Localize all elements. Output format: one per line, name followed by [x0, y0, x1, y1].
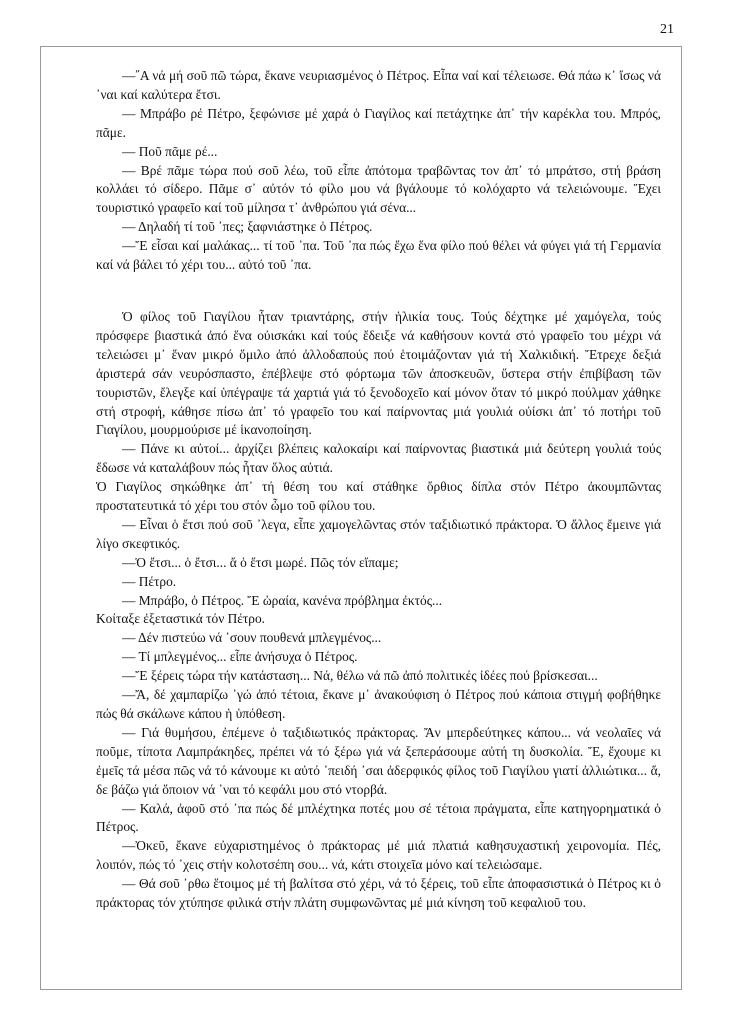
paragraph: — Καλά, ἀφοῦ στό ᾽πα πώς δέ μπλέχτηκα ποτές μου σέ τέτοια πράγματα, εἶπε κατηγορηματικά ὁ Πέτρος. — [96, 800, 661, 835]
paragraph: —Ἔ εἶσαι καί μαλάκας... τί τοῦ ᾽πα. Τοῦ ᾽πα πώς ἔχω ἕνα φίλο πού θέλει νά φύγει γιά τή Γερμανία καί νά βάλει τό χέρι του... αὐτό τοῦ ᾽πα. — [96, 238, 661, 273]
paragraph: — Πάνε κι αὐτοί... ἀρχίζει βλέπεις καλοκαίρι καί παίρνοντας βιαστικά μιά δεύτερη γουλιά τούς ἔδωσε νά καταλάβουν πώς ἦταν ὅλος αὐτιά. — [96, 441, 661, 476]
paragraph: —Ἔ ξέρεις τώρα τήν κατάσταση... Νά, θέλω νά πῶ ἀπό πολιτικές ἰδέες πού βρίσκεσαι... — [122, 668, 598, 684]
paragraph: — Δέν πιστεύω νά ᾽σουν πουθενά μπλεγμένος... — [122, 630, 382, 646]
paragraph: — Γιά θυμήσου, ἐπέμενε ὁ ταξιδιωτικός πράκτορας. Ἄν μπερδεύτηκες κάπου... νά νεολαῖες νά ποῦμε, τίποτα Λαμπράκηδες, πρέπει νά τό ξέρω γιά νά ξεπεράσουμε αὐτή τη δυσκολία. Ἔ, ἔχουμε κι ἐμεῖς τά μέσα πῶς νά τό κάνουμε κι αὐτό ᾽πειδή ᾽σαι ἀδερφικός φίλος τοῦ Γιαγίλου γιατί ἀλλιώτικα... ἄ, δε βάζω γιά ὅποιον νά ᾽ναι τό κεφάλι μου στό ντορβά. — [96, 724, 661, 797]
section-2 — [96, 308, 661, 913]
page-number: 21 — [660, 22, 674, 37]
paragraph: —Ὁ ἔτσι... ὁ ἔτσι... ἄ ὁ ἔτσι μωρέ. Πῶς τόν εἴπαμε; — [122, 554, 399, 570]
paragraph: Κοίταξε ἐξεταστικά τόν Πέτρο. — [96, 611, 265, 627]
paragraph: —Ὀκεῦ, ἔκανε εὐχαριστημένος ὁ πράκτορας μέ μιά πλατιά καθησυχαστική χειρονομία. Πές, λοιπόν, πώς τό ᾽χεις στήν κολοτσέπη σου... νά, κάτι στοιχεῖα μόνο καί τελειώσαμε. — [96, 838, 661, 873]
section-break — [96, 275, 661, 308]
paragraph: — Τί μπλεγμένος... εἶπε ἀνήσυχα ὁ Πέτρος. — [122, 649, 358, 665]
paragraph: — Θά σοῦ ᾽ρθω ἕτοιμος μέ τή βαλίτσα στό χέρι, νά τό ξέρεις, τοῦ εἶπε ἀποφασιστικά ὁ Πέτρος κι ὁ πράκτορας τόν χτύπησε φιλικά στήν πλάτη συμφωνῶντας μέ μιά κίνηση τοῦ κεφαλιοῦ του. — [96, 876, 661, 911]
paragraph: Ὁ φίλος τοῦ Γιαγίλου ἦταν τριαντάρης, στήν ἡλικία τους. Τούς δέχτηκε μέ χαμόγελα, τούς πρόσφερε βιαστικά ἀπό ἕνα οὐισκάκι καί τούς ἔδειξε νά καθήσουν κοντά στό γραφεῖο του μέχρι νά τελειώσει μ᾽ ἕναν μικρό ὅμιλο ἀπό ἀλλοδαπούς πού ἑτοιμάζονταν γιά τή Χαλκιδική. Ἔτρεχε δεξιά ἀριστερά σάν νευρόσπαστο, ἐπέβλεψε στό φόρτωμα τῶν ἀποσκευῶν, ὕστερα στήν ἐπιβίβαση τῶν τουριστῶν, ἔλεγξε καί ὑπέγραψε τά χαρτιά γιά τό ξενοδοχεῖο καί μόνον ὅταν τό μικρό πούλμαν χάθηκε στή στροφή, κάθησε πίσω ἀπ᾽ τό γραφεῖο του καί παίρνοντας μιά γουλιά οὐίσκι ἀπ᾽ τό ποτήρι τοῦ Γιαγίλου, μουρμούρισε μέ ἱκανοποίηση. — [96, 308, 661, 438]
section-1 — [96, 67, 661, 275]
page-frame — [40, 46, 682, 990]
paragraph: — Βρέ πᾶμε τώρα πού σοῦ λέω, τοῦ εἶπε ἀπότομα τραβῶντας τον ἀπ᾽ τό μπράτσο, στή βράση κολλάει τό σίδερο. Πᾶμε σ᾽ αὐτόν τό φίλο μου νά βγάλουμε τό κολόχαρτο νά τελειώνουμε. Ἔχει τουριστικό γραφεῖο καί τοῦ μίλησα τ᾽ ἀνθρώπου γιά σένα... — [96, 162, 661, 216]
paragraph: — Μπράβο, ὁ Πέτρος. Ἔ ὡραία, κανένα πρόβλημα ἐκτός... — [122, 592, 443, 608]
paragraph: — Πέτρο. — [122, 573, 177, 589]
paragraph: — Δηλαδή τί τοῦ ᾽πες; ξαφνιάστηκε ὁ Πέτρος. — [122, 219, 373, 235]
paragraph: — Ποῦ πᾶμε ρέ... — [122, 143, 218, 159]
paragraph: Ὁ Γιαγίλος σηκώθηκε ἀπ᾽ τή θέση του καί στάθηκε ὄρθιος δίπλα στόν Πέτρο ἀκουμπῶντας προστατευτικά τό χέρι του στόν ὦμο τοῦ φίλου του. — [96, 479, 661, 514]
paragraph: — Μπράβο ρέ Πέτρο, ξεφώνισε μέ χαρά ὁ Γιαγίλος καί πετάχτηκε ἀπ᾽ τήν καρέκλα του. Μπρός, πᾶμε. — [96, 105, 661, 140]
paragraph: —῎Α νά μή σοῦ πῶ τώρα, ἔκανε νευριασμένος ὁ Πέτρος. Εἶπα ναί καί τέλειωσε. Θά πάω κ᾽ ἴσως νά ᾽ναι καί καλύτερα ἔτσι. — [96, 68, 661, 102]
paragraph: — Εἶναι ὁ ἔτσι πού σοῦ ᾽λεγα, εἶπε χαμογελῶντας στόν ταξιδιωτικό πράκτορα. Ὁ ἄλλος ἔμεινε γιά λίγο σκεφτικός. — [96, 516, 661, 551]
paragraph: —Ἄ, δέ χαμπαρίζω ᾽γώ ἀπό τέτοια, ἔκανε μ᾽ ἀνακούφιση ὁ Πέτρος πού κάποια στιγμή φοβήθηκε πώς θά σκάλωνε κάπου ἡ ὑπόθεση. — [96, 687, 661, 721]
